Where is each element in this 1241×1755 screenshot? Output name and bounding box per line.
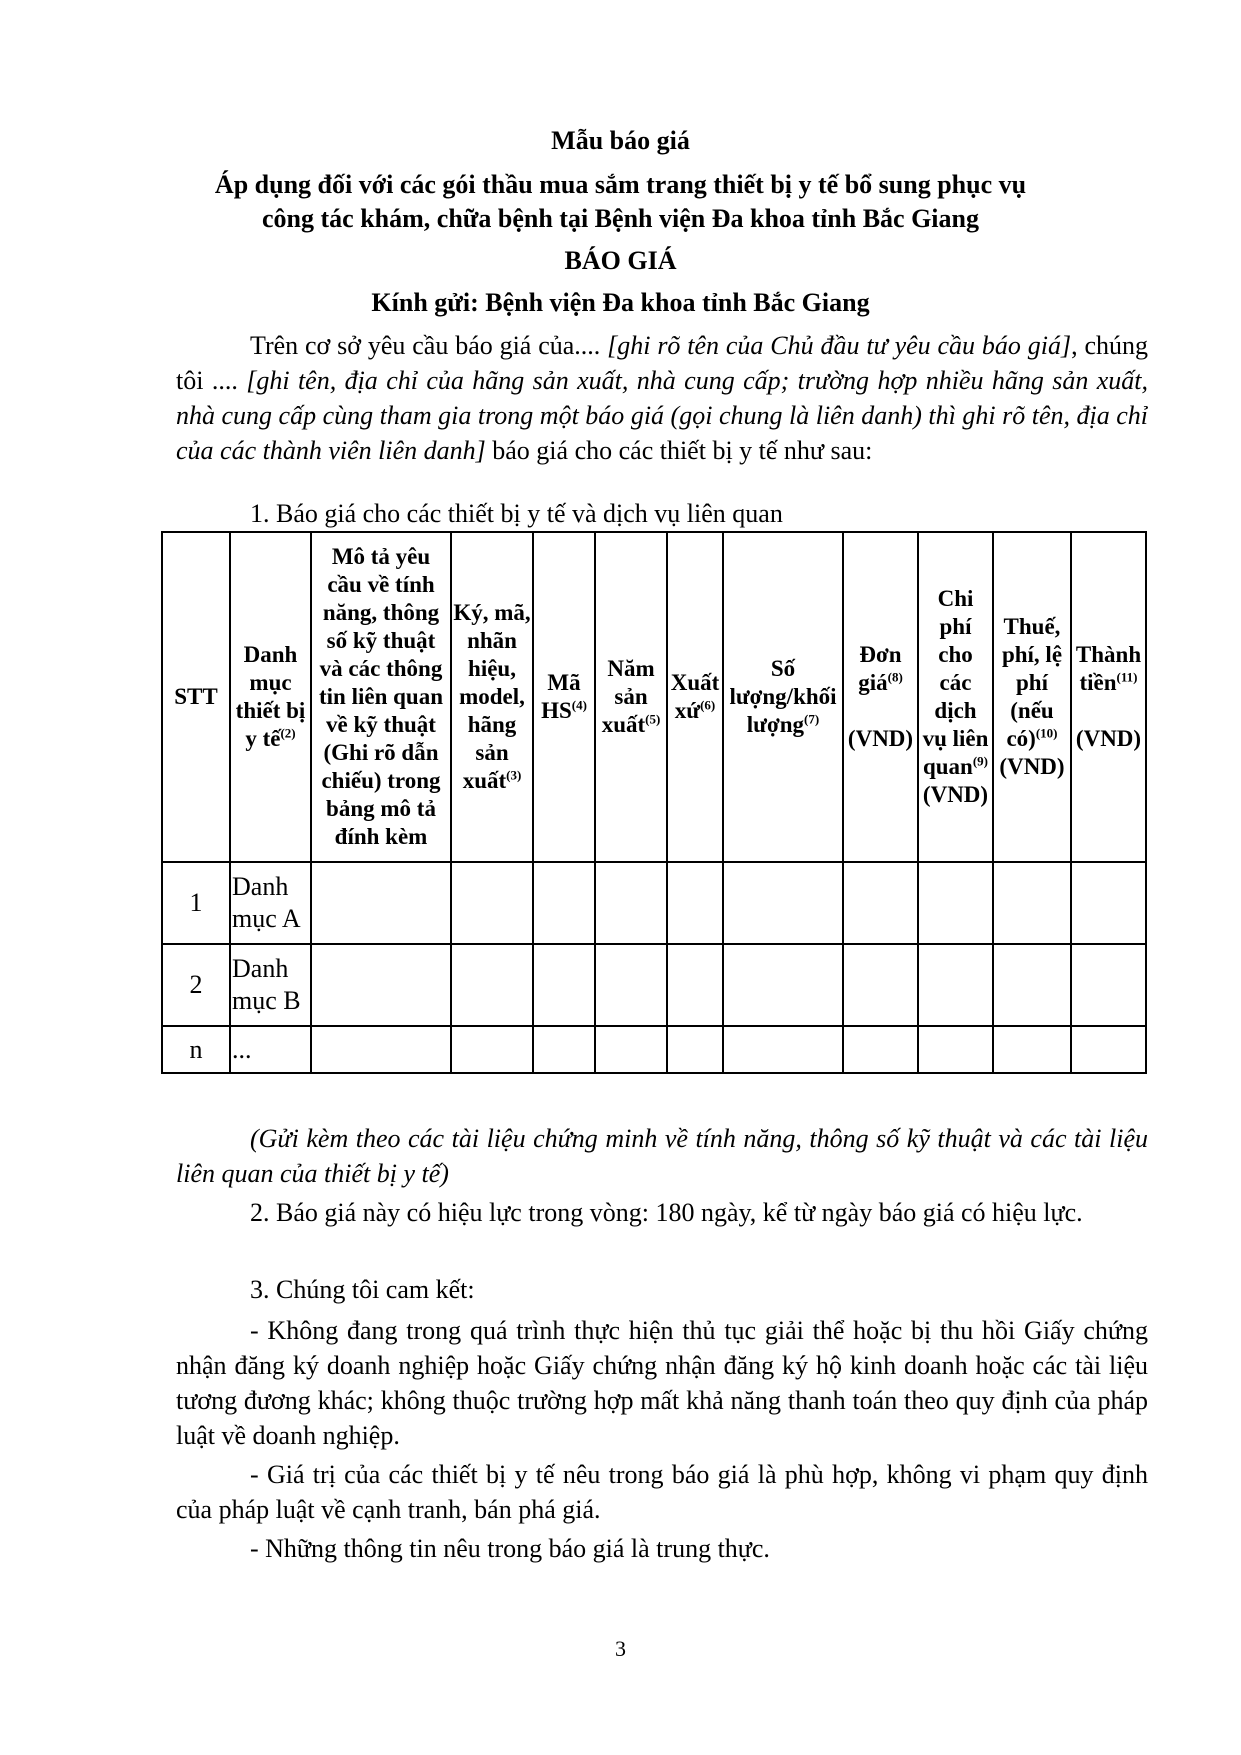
header-thue-phi: Thuế, phí, lệ phí (nếu có)$^{(10)}$ (VND) — [993, 532, 1071, 862]
document-title: BÁO GIÁ — [564, 246, 677, 275]
cell-stt: n — [162, 1026, 230, 1073]
commitment-3: - Những thông tin nêu trong báo giá là trung thực. — [250, 1534, 770, 1563]
commitment-title: 3. Chúng tôi cam kết: — [250, 1275, 475, 1304]
table-header-row — [162, 532, 1146, 862]
quotation-table — [161, 531, 1147, 1074]
header-nam-san-xuat: Năm sản xuất$^{(5)}$ — [595, 532, 667, 862]
header-so-luong: Số lượng/khối lượng$^{(7)}$ — [723, 532, 843, 862]
form-title: Mẫu báo giá — [551, 126, 690, 155]
header-ma-hs: Mã HS$^{(4)}$ — [533, 532, 595, 862]
cell-item: Danh mục B — [230, 944, 311, 1026]
cell-item: ... — [230, 1026, 311, 1073]
header-xuat-xu: Xuất xứ$^{(6)}$ — [667, 532, 723, 862]
cell-stt: 2 — [162, 944, 230, 1026]
page-number: 3 — [615, 1636, 626, 1661]
intro-paragraph: Trên cơ sở yêu cầu báo giá của.... [ghi rõ tên của Chủ đầu tư yêu cầu báo giá], chúng tôi .... [ghi tên, địa chỉ của hãng sản xuất, nhà cung cấp; trường hợp nhiều hãng sản xuất, nhà cung cấp cùng tham gia trong một báo giá (gọi chung là liên danh) thì ghi rõ tên, địa chỉ của các thành viên liên danh] báo giá cho các thiết bị y tế như sau: — [176, 331, 1148, 465]
recipient-line: Kính gửi: Bệnh viện Đa khoa tỉnh Bắc Giang — [371, 288, 870, 317]
table-row — [162, 1026, 1146, 1073]
header-thanh-tien: Thành tiền$^{(11)}$ (VND) — [1071, 532, 1146, 862]
header-stt: STT — [162, 532, 230, 862]
subtitle-line-1: Áp dụng đối với các gói thầu mua sắm trang thiết bị y tế bổ sung phục vụ — [214, 170, 1027, 199]
header-chi-phi: Chi phí cho các dịch vụ liên quan$^{(9)}$ (VND) — [918, 532, 993, 862]
header-ky-ma: Ký, mã, nhãn hiệu, model, hãng sản xuất$^{(3)}$ — [451, 532, 533, 862]
commitment-2: - Giá trị của các thiết bị y tế nêu trong báo giá là phù hợp, không vi phạm quy định của pháp luật về cạnh tranh, bán phá giá. — [176, 1460, 1148, 1524]
header-mo-ta: Mô tả yêu cầu về tính năng, thông số kỹ thuật và các thông tin liên quan về kỹ thuật (Ghi rõ dẫn chiếu) trong bảng mô tả đính kèm — [311, 532, 451, 862]
validity-statement: 2. Báo giá này có hiệu lực trong vòng: 180 ngày, kể từ ngày báo giá có hiệu lực. — [250, 1198, 1083, 1227]
subtitle-line-2: công tác khám, chữa bệnh tại Bệnh viện Đa khoa tỉnh Bắc Giang — [262, 204, 979, 233]
header-don-gia: Đơn giá$^{(8)}$ (VND) — [843, 532, 918, 862]
header-danh-muc: Danh mục thiết bị y tế$^{(2)}$ — [230, 532, 311, 862]
commitment-1: - Không đang trong quá trình thực hiện thủ tục giải thể hoặc bị thu hồi Giấy chứng nhận đăng ký doanh nghiệp hoặc Giấy chứng nhận đăng ký hộ kinh doanh hoặc các tài liệu tương đương khác; không thuộc trường hợp mất khả năng thanh toán theo quy định của pháp luật về doanh nghiệp. — [176, 1316, 1148, 1450]
table-row — [162, 944, 1146, 1026]
section-1-title: 1. Báo giá cho các thiết bị y tế và dịch vụ liên quan — [250, 499, 783, 528]
table-row — [162, 862, 1146, 944]
attachment-note: (Gửi kèm theo các tài liệu chứng minh về tính năng, thông số kỹ thuật và các tài liệu liên quan của thiết bị y tế) — [176, 1124, 1148, 1188]
cell-stt: 1 — [162, 862, 230, 944]
cell-item: Danh mục A — [230, 862, 311, 944]
